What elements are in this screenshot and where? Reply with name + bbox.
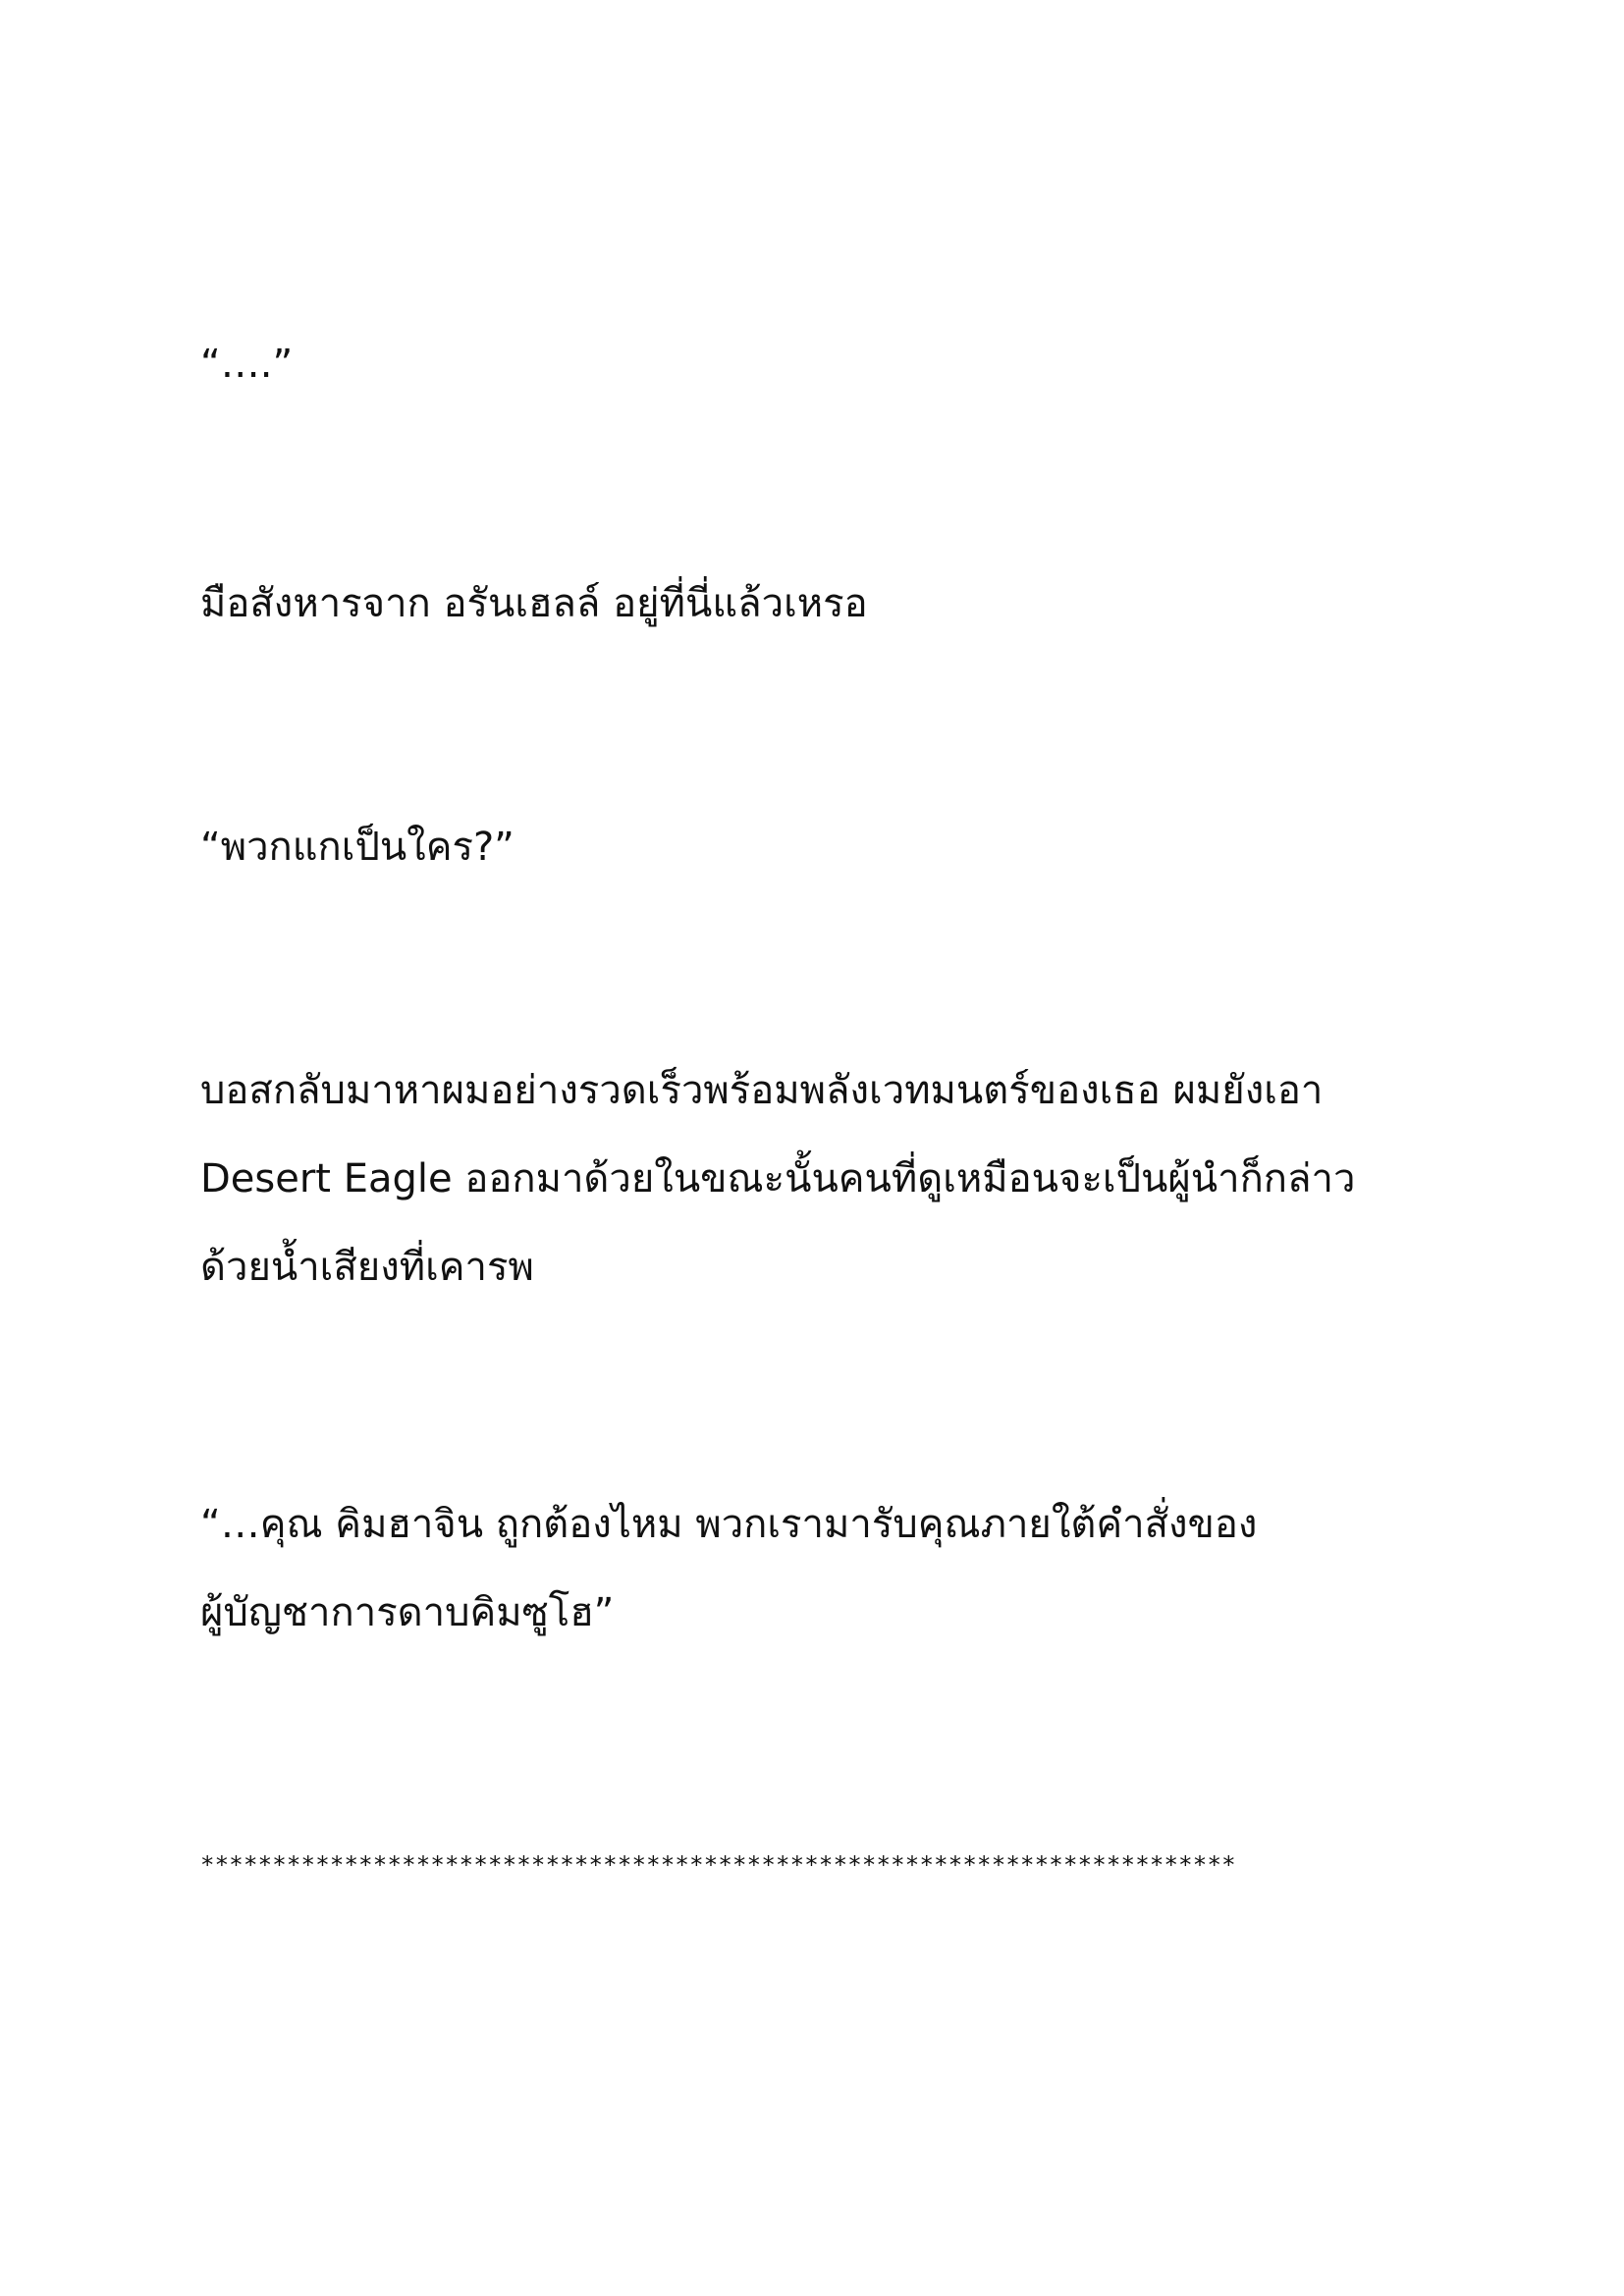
text-line: “พวกแกเป็นใคร?” [200,825,514,870]
text-line: Desert Eagle ออกมาด้วยในขณะนั้นคนที่ดูเหมือนจะเป็นผู้นำก็กล่าว [200,1156,1356,1201]
paragraph-leader-quote [200,1480,1428,1657]
text-line: ด้วยน้ำเสียงที่เคารพ [200,1245,534,1290]
paragraph-ellipsis-quote [200,320,1428,408]
paragraph-assassin-question [200,560,1428,648]
text-line: “…คุณ คิมฮาจิน ถูกต้องไหม พวกเรามารับคุณภายใต้คำสั่งของ [200,1502,1258,1547]
asterisk-divider: ************************************************************************ [200,1851,1236,1879]
paragraph-who-are-you-quote [200,803,1428,891]
text-line: ผู้บัญชาการดาบคิมซูโฮ” [200,1590,615,1635]
text-line: มือสังหารจาก อรันเฮลล์ อยู่ที่นี่แล้วเหรอ [200,581,868,626]
text-line: “….” [200,342,294,387]
paragraph-narration [200,1046,1428,1311]
text-line: บอสกลับมาหาผมอย่างรวดเร็วพร้อมพลังเวทมนตร์ของเธอ ผมยังเอา [200,1068,1324,1113]
